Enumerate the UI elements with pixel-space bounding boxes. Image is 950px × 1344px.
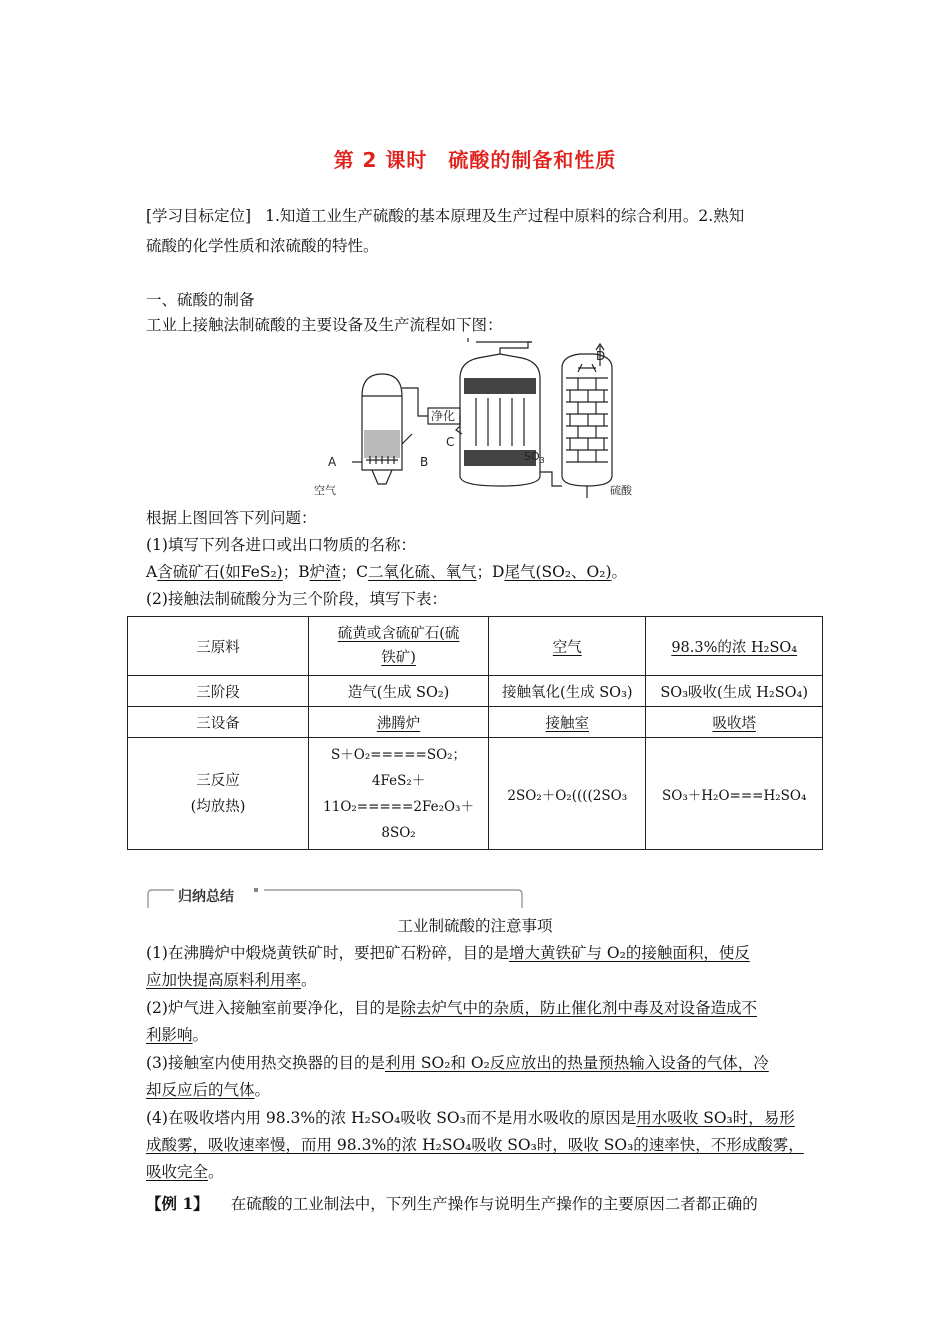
- stages-table: [127, 616, 823, 850]
- table-row-stages: [128, 676, 823, 707]
- answer-c: 二氧化硫、氧气: [368, 563, 477, 581]
- diagram-label-so3: $SO_3$: [524, 450, 545, 465]
- diagram-label-d: D: [596, 349, 606, 363]
- objective-line-1: [146, 204, 744, 228]
- table-row-reactions: [128, 738, 823, 850]
- cell-equipment-1: 沸腾炉: [309, 707, 489, 738]
- summary-p3-line1: (3)接触室内使用热交换器的目的是利用 SO₂和 O₂反应放出的热量预热输入设备的气体，冷: [146, 1054, 769, 1072]
- catalyst-layer-1: [464, 378, 536, 394]
- table-row-equipment: [128, 707, 823, 738]
- summary-p1-line1: (1)在沸腾炉中煅烧黄铁矿时，要把矿石粉碎，目的是增大黄铁矿与 O₂的接触面积，使反: [146, 944, 750, 962]
- summary-p4-line2: 成酸雾，吸收速率慢，而用 98.3%的浓 H₂SO₄吸收 SO₃时，吸收 SO₃的速率快，不形成酸雾，: [146, 1136, 804, 1154]
- question-1: (1)填写下列各进口或出口物质的名称：: [146, 536, 416, 554]
- diagram-label-acid: 硫酸: [610, 484, 632, 497]
- answer-d: 尾气(SO₂、O₂): [504, 563, 612, 581]
- cell-stages-2: 接触氧化(生成 SO₃): [489, 676, 646, 707]
- objective-text-1: 1.知道工业生产硫酸的基本原理及生产过程中原料的综合利用。2.熟知: [265, 207, 745, 225]
- cell-reactions-3: SO₃＋H₂O===H₂SO₄: [646, 738, 823, 850]
- objective-line-2: 硫酸的化学性质和浓硫酸的特性。: [146, 237, 379, 255]
- cell-equipment-2: 接触室: [489, 707, 646, 738]
- diagram-label-c: C: [446, 435, 455, 449]
- objective-tag: [学习目标定位]: [146, 207, 252, 225]
- summary-p4-line3: 吸收完全。: [146, 1163, 224, 1181]
- process-diagram: [300, 338, 660, 503]
- row-head-materials: 三原料: [128, 617, 309, 676]
- diagram-label-a: A: [328, 455, 337, 469]
- row-head-equipment: 三设备: [128, 707, 309, 738]
- summary-p3-line2: 却反应后的气体。: [146, 1081, 271, 1099]
- summary-heading: 工业制硫酸的注意事项: [397, 917, 553, 935]
- row-head-reactions: 三反应 (均放热): [128, 738, 309, 850]
- cell-stages-1: 造气(生成 SO₂): [309, 676, 489, 707]
- section-heading: 一、硫酸的制备: [146, 291, 255, 309]
- summary-p2-line2: 利影响。: [146, 1026, 209, 1044]
- cell-equipment-3: 吸收塔: [646, 707, 823, 738]
- diagram-label-purify: 净化: [431, 409, 456, 423]
- questions-intro: 根据上图回答下列问题：: [146, 509, 317, 527]
- example-1: [146, 1192, 758, 1216]
- diagram-label-air: 空气: [314, 484, 336, 497]
- example-text: 在硫酸的工业制法中，下列生产操作与说明生产操作的主要原因二者都正确的: [230, 1195, 758, 1213]
- row-head-stages: 三阶段: [128, 676, 309, 707]
- cell-materials-2: 空气: [489, 617, 646, 676]
- summary-p2-line1: (2)炉气进入接触室前要净化，目的是除去炉气中的杂质，防止催化剂中毒及对设备造成不: [146, 999, 757, 1017]
- cell-stages-3: SO₃吸收(生成 H₂SO₄): [646, 676, 823, 707]
- cell-materials-1: 硫黄或含硫矿石(硫 铁矿): [309, 617, 489, 676]
- page-title: 第 2 课时 硫酸的制备和性质: [333, 148, 617, 172]
- diagram-label-b: B: [420, 455, 429, 469]
- question-1-answers: A含硫矿石(如FeS₂)；B炉渣；C二氧化硫、氧气；D尾气(SO₂、O₂)。: [146, 563, 628, 581]
- summary-p1-line2: 应加快提高原料利用率。: [146, 971, 317, 989]
- furnace-bed: [364, 430, 400, 458]
- question-2: (2)接触法制硫酸分为三个阶段，填写下表：: [146, 590, 447, 608]
- cell-reactions-2: 2SO₂＋O₂((((2SO₃: [489, 738, 646, 850]
- table-row-materials: [128, 617, 823, 676]
- example-tag: 【例 1】: [146, 1194, 209, 1213]
- cell-materials-3: 98.3%的浓 H₂SO₄: [646, 617, 823, 676]
- answer-a: 含硫矿石(如FeS₂): [157, 563, 283, 581]
- summary-p4-line1: (4)在吸收塔内用 98.3%的浓 H₂SO₄吸收 SO₃而不是用水吸收的原因是用水吸收 SO₃时，易形: [146, 1109, 795, 1127]
- answer-b: 炉渣: [309, 563, 341, 581]
- summary-label: 归纳总结: [178, 889, 234, 905]
- cell-reactions-1: S＋O₂=====SO₂； 4FeS₂＋ 11O₂=====2Fe₂O₃＋ 8SO₂: [309, 738, 489, 850]
- section-intro: 工业上接触法制硫酸的主要设备及生产流程如下图：: [146, 316, 503, 334]
